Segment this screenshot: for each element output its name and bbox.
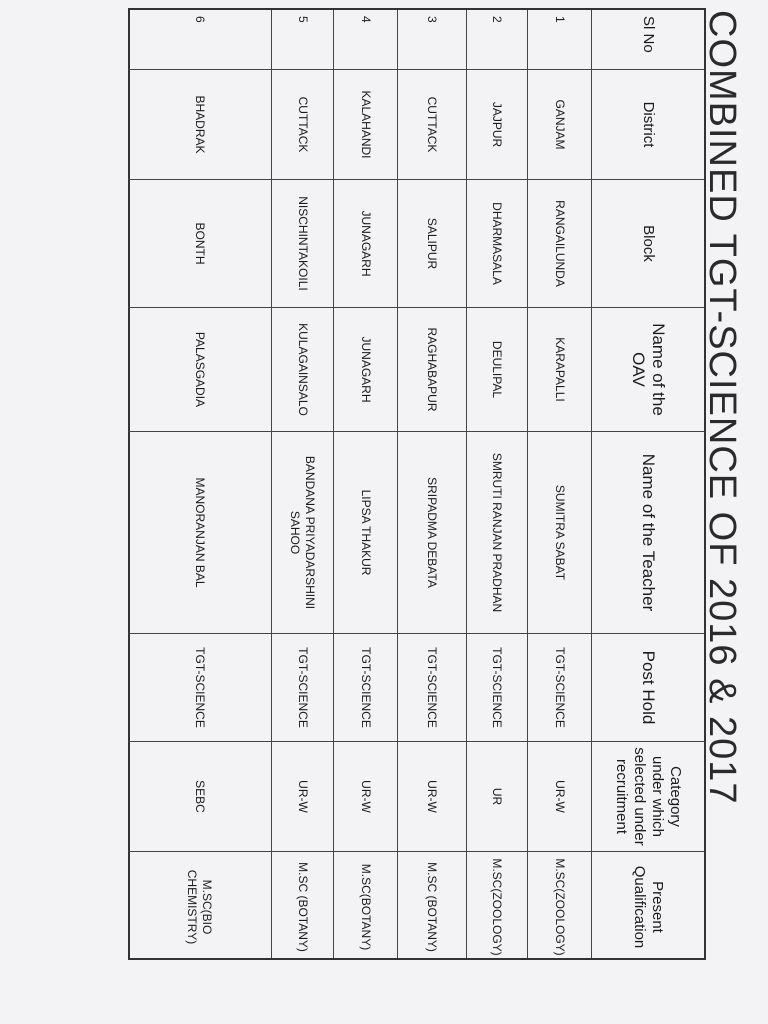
- cell-sl-no: 1: [528, 10, 591, 70]
- cell-block: JUNAGARH: [334, 180, 397, 308]
- cell-district: JAJPUR: [467, 70, 527, 180]
- cell-category: UR-W: [398, 742, 466, 852]
- cell-block: NISCHINTAKOILI: [272, 180, 333, 308]
- cell-block: BONTH: [128, 180, 271, 308]
- cell-oav: PALASGADIA: [128, 308, 271, 432]
- header-qualification: Present Qualification: [631, 865, 666, 949]
- cell-sl-no: 3: [398, 10, 466, 70]
- table-row: [333, 10, 397, 958]
- cell-teacher: SRIPADMA DEBATA: [398, 432, 466, 634]
- header-post-hold: Post Hold: [592, 634, 704, 742]
- cell-block: RANGAILUNDA: [528, 180, 591, 308]
- cell-category: UR-W: [334, 742, 397, 852]
- cell-qualification: M.SC(ZOOLOGY): [490, 858, 505, 956]
- cell-teacher: BANDANA PRIYADARSHINI SAHOO: [272, 432, 333, 634]
- cell-district: GANJAM: [528, 70, 591, 180]
- cell-post-hold: TGT-SCIENCE: [272, 634, 333, 742]
- cell-teacher: SUMITRA SABAT: [528, 432, 591, 634]
- cell-post-hold: TGT-SCIENCE: [398, 634, 466, 742]
- cell-category: UR: [467, 742, 527, 852]
- document-title: COMBINED TGT-SCIENCE OF 2016 & 2017: [701, 10, 743, 805]
- cell-oav: KULAGAINSALO: [272, 308, 333, 432]
- cell-qualification: M.SC(BIO CHEMISTRY): [185, 869, 215, 945]
- cell-category: UR-W: [272, 742, 333, 852]
- cell-qualification: M.SC (BOTANY): [425, 862, 440, 952]
- cell-district: BHADRAK: [128, 70, 271, 180]
- cell-oav: DEULIPAL: [467, 308, 527, 432]
- cell-sl-no: 5: [272, 10, 333, 70]
- cell-sl-no: 6: [128, 10, 271, 70]
- header-teacher: Name of the Teacher: [592, 432, 704, 634]
- cell-district: CUTTACK: [272, 70, 333, 180]
- table-header-row: [591, 10, 704, 958]
- cell-oav: JUNAGARH: [334, 308, 397, 432]
- table-row: [397, 10, 466, 958]
- cell-sl-no: 2: [467, 10, 527, 70]
- teacher-table: [128, 8, 706, 960]
- cell-oav: KARAPALLI: [528, 308, 591, 432]
- cell-qualification: M.SC (BOTANY): [296, 862, 310, 952]
- header-oav: Name of the OAV: [592, 308, 704, 432]
- cell-teacher: LIPSA THAKUR: [334, 432, 397, 634]
- header-district: District: [592, 70, 704, 180]
- table-row: [527, 10, 591, 958]
- cell-qualification: M.SC(ZOOLOGY): [553, 858, 567, 956]
- table-row: [128, 10, 271, 958]
- header-category: Category under which selected under recruitment: [592, 742, 704, 852]
- cell-district: CUTTACK: [398, 70, 466, 180]
- cell-post-hold: TGT-SCIENCE: [334, 634, 397, 742]
- cell-district: KALAHANDI: [334, 70, 397, 180]
- cell-category: SEBC: [128, 742, 271, 852]
- cell-sl-no: 4: [334, 10, 397, 70]
- cell-oav: RAGHABAPUR: [398, 308, 466, 432]
- cell-post-hold: TGT-SCIENCE: [467, 634, 527, 742]
- cell-post-hold: TGT-SCIENCE: [128, 634, 271, 742]
- header-block: Block: [592, 180, 704, 308]
- header-sl-no: Sl No: [592, 10, 704, 70]
- cell-block: SALIPUR: [398, 180, 466, 308]
- cell-qualification: M.SC(BOTANY): [359, 863, 373, 951]
- table-row: [271, 10, 333, 958]
- cell-teacher: MANORANJAN BAL: [128, 432, 271, 634]
- cell-category: UR-W: [528, 742, 591, 852]
- cell-teacher: SMRUTI RANJAN PRADHAN: [467, 432, 527, 634]
- cell-post-hold: TGT-SCIENCE: [528, 634, 591, 742]
- cell-block: DHARMASALA: [467, 180, 527, 308]
- table-row: [466, 10, 527, 958]
